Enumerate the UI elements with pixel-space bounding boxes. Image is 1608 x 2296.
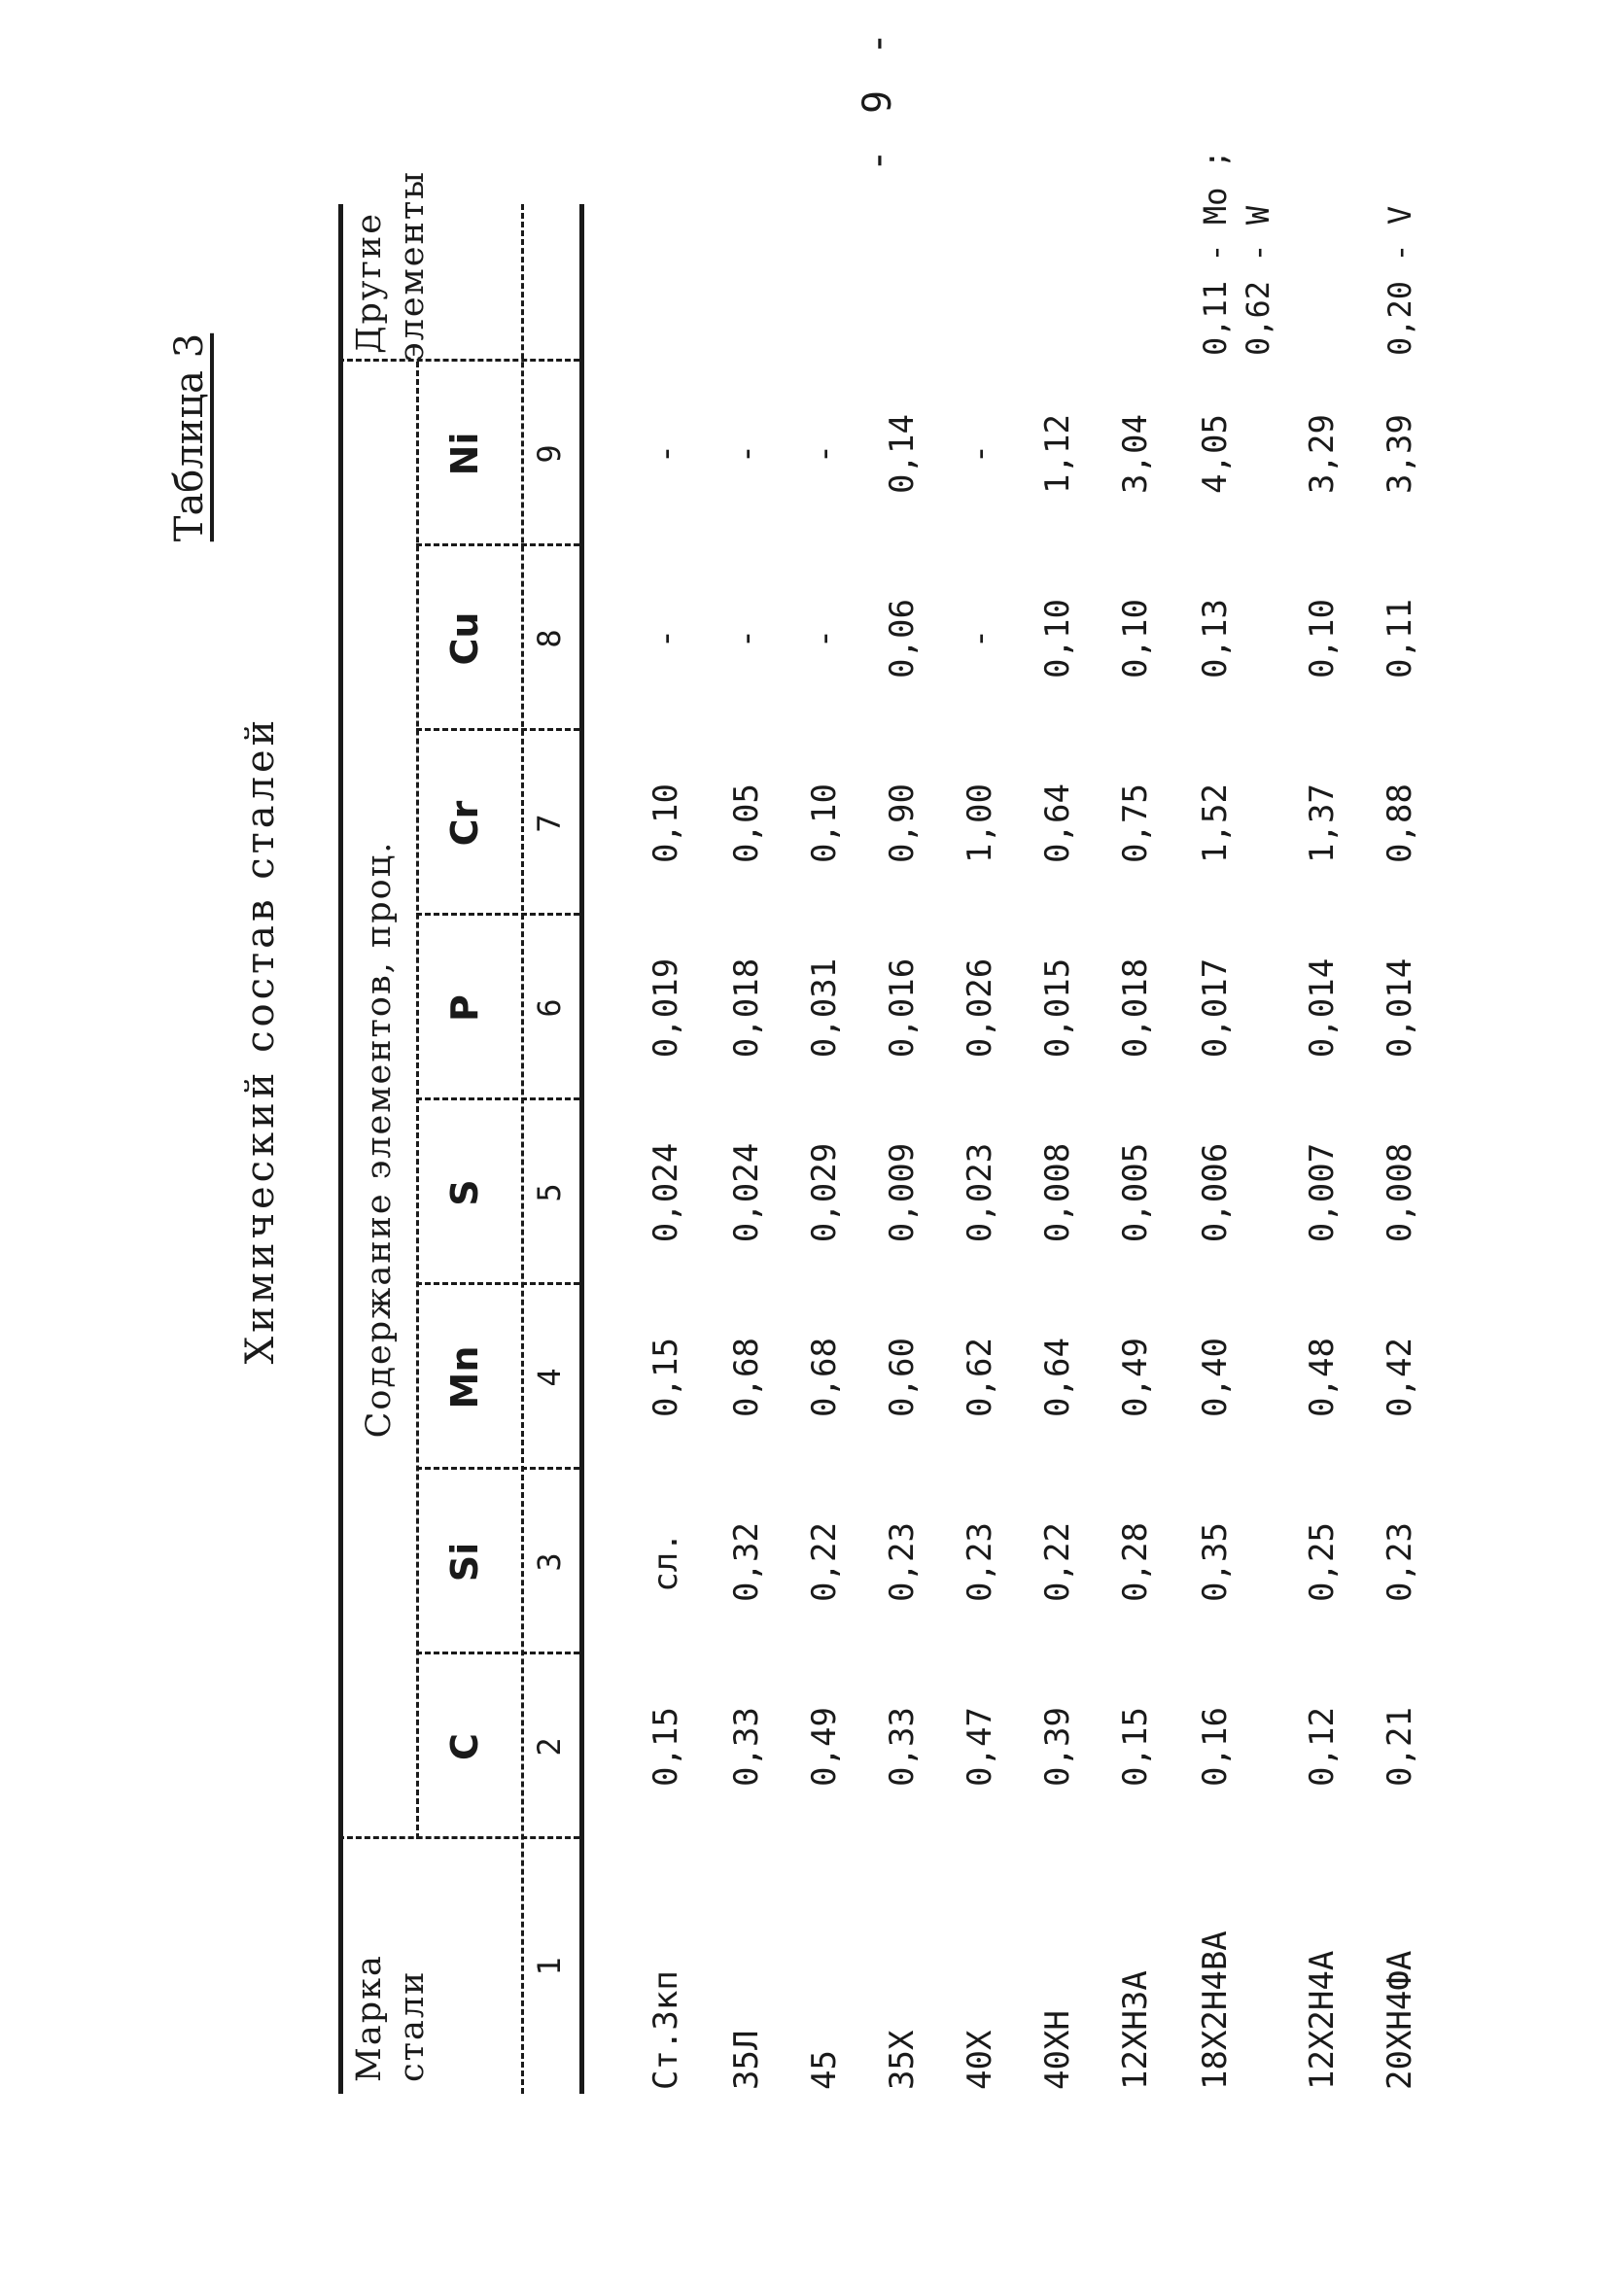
element-symbol-3: Mn [443,1345,486,1409]
table-cell: 0,10 [1116,599,1155,678]
table-cell: 0,05 [727,783,766,863]
table-cell: - [805,443,844,465]
table-cell: 0,16 [1196,1707,1235,1787]
table-cell: 0,10 [1038,599,1077,678]
table-cell: 0,21 [1381,1707,1419,1787]
steel-grade: 12ХН3А [1116,1970,1155,2090]
element-symbol-5: P [443,994,486,1022]
table-cell: 0,64 [1038,1338,1077,1417]
table-cell: 0,48 [1303,1338,1342,1417]
table-cell: 0,10 [1303,599,1342,678]
table-cell: 0,031 [805,957,844,1059]
header-bottom-rule [579,204,584,2094]
table-cell: 0,68 [805,1338,844,1417]
mark-header-line1: Марка [350,1954,389,2082]
table-cell: 4,05 [1196,414,1235,494]
table-cell: 0,23 [961,1522,999,1602]
steel-grade: 40ХН [1038,2010,1077,2090]
table-cell: 1,52 [1196,783,1235,863]
column-separator [416,1282,579,1285]
element-symbol-2: Si [443,1542,486,1583]
table-cell: 0,15 [1116,1707,1155,1787]
table-cell: 0,014 [1303,957,1342,1059]
table-cell: 0,13 [1196,599,1235,678]
table-cell: 0,008 [1381,1142,1419,1243]
element-symbol-6: Cr [443,800,486,847]
table-cell: 0,007 [1303,1142,1342,1243]
table-cell: 0,14 [883,414,922,494]
table-cell: 0,22 [805,1522,844,1602]
table-cell: 0,75 [1116,783,1155,863]
content-group-header: Содержание элементов, проц. [360,840,399,1439]
other-header-line1: Другие [350,212,389,354]
table-cell: 0,49 [805,1707,844,1787]
column-number-6: 6 [531,998,568,1018]
table-cell: 0,06 [883,599,922,678]
column-number-1: 1 [531,1957,568,1976]
table-cell: 0,39 [1038,1707,1077,1787]
table-cell: 3,39 [1381,414,1419,494]
table-cell: 3,29 [1303,414,1342,494]
table-cell: 0,018 [1116,957,1155,1059]
table-cell: - [727,628,766,649]
column-number-5: 5 [531,1183,568,1202]
table-cell: 0,35 [1196,1522,1235,1602]
table-cell: 0,018 [727,957,766,1059]
column-separator [416,728,579,731]
steel-grade: 35Л [727,2030,766,2090]
steel-grade: 20ХН4ФА [1381,1950,1419,2090]
table-cell: 1,12 [1038,414,1077,494]
other-elements-line1: 0,20 - V [1381,205,1418,356]
table-cell: - [961,443,999,465]
column-separator [416,1467,579,1470]
table-cell: 0,23 [1381,1522,1419,1602]
column-number-4: 4 [531,1368,568,1387]
table-cell: 0,15 [647,1707,685,1787]
column-number-2: 2 [531,1737,568,1757]
table-cell: 3,04 [1116,414,1155,494]
element-symbol-7: Cu [443,611,486,666]
table-cell: 0,009 [883,1142,922,1243]
table-cell: 0,12 [1303,1707,1342,1787]
table-cell: 0,42 [1381,1338,1419,1417]
column-separator [416,1097,579,1100]
table-cell: 0,33 [883,1707,922,1787]
table-top-rule [338,204,343,2094]
table-cell: 0,005 [1116,1142,1155,1243]
table-cell: 0,023 [961,1142,999,1243]
other-header-line2: элементы [393,169,432,362]
table-cell: 0,47 [961,1707,999,1787]
table-label: Таблица 3 [167,332,212,542]
table-cell: 0,32 [727,1522,766,1602]
table-cell: 0,024 [647,1142,685,1243]
table-cell: 1,37 [1303,783,1342,863]
element-symbol-8: Ni [443,432,486,476]
table-cell: 0,25 [1303,1522,1342,1602]
column-separator [416,913,579,916]
steel-grade: 35Х [883,2030,922,2090]
page-number: - 9 - [856,25,900,173]
table-cell: 0,024 [727,1142,766,1243]
table-cell: 0,017 [1196,957,1235,1059]
column-number-7: 7 [531,814,568,833]
steel-grade: 12Х2Н4А [1303,1950,1342,2090]
steel-grade: 18Х2Н4ВА [1196,1931,1235,2090]
table-cell: - [647,443,685,465]
table-cell: 1,00 [961,783,999,863]
table-cell: 0,11 [1381,599,1419,678]
table-cell: 0,019 [647,957,685,1059]
steel-grade: Ст.3кп [647,1970,685,2090]
other-elements-line1: 0,11 - Mo ; [1197,150,1234,356]
table-title: Химический состав сталей [238,715,283,1365]
table-cell: 0,23 [883,1522,922,1602]
table-cell: 0,68 [727,1338,766,1417]
table-cell: 0,88 [1381,783,1419,863]
mark-header-line2: стали [393,1969,432,2082]
table-cell: - [805,628,844,649]
table-cell: 0,026 [961,957,999,1059]
table-cell: 0,008 [1038,1142,1077,1243]
table-cell: 0,10 [805,783,844,863]
column-number-8: 8 [531,629,568,648]
other-elements-line2: 0,62 - W [1240,205,1276,356]
table-cell: 0,22 [1038,1522,1077,1602]
column-number-9: 9 [531,444,568,464]
table-cell: 0,33 [727,1707,766,1787]
table-cell: 0,40 [1196,1338,1235,1417]
table-cell: 0,49 [1116,1338,1155,1417]
table-cell: 0,014 [1381,957,1419,1059]
group-divider-line [416,362,419,1839]
element-symbol-4: S [443,1179,486,1206]
table-cell: 0,28 [1116,1522,1155,1602]
steel-grade: 45 [805,2050,844,2090]
table-cell: 0,62 [961,1338,999,1417]
number-row-line [521,204,524,2094]
table-cell: 0,90 [883,783,922,863]
element-symbol-1: C [443,1733,486,1760]
table-cell: 0,10 [647,783,685,863]
table-cell: сл. [647,1532,685,1592]
column-separator [416,1652,579,1654]
table-cell: - [961,628,999,649]
table-cell: 0,029 [805,1142,844,1243]
column-separator [416,543,579,546]
table-cell: 0,006 [1196,1142,1235,1243]
column-number-3: 3 [531,1552,568,1572]
table-cell: - [727,443,766,465]
table-cell: 0,015 [1038,957,1077,1059]
table-cell: 0,15 [647,1338,685,1417]
table-cell: 0,016 [883,957,922,1059]
table-cell: - [647,628,685,649]
table-cell: 0,60 [883,1338,922,1417]
steel-grade: 40Х [961,2030,999,2090]
table-cell: 0,64 [1038,783,1077,863]
